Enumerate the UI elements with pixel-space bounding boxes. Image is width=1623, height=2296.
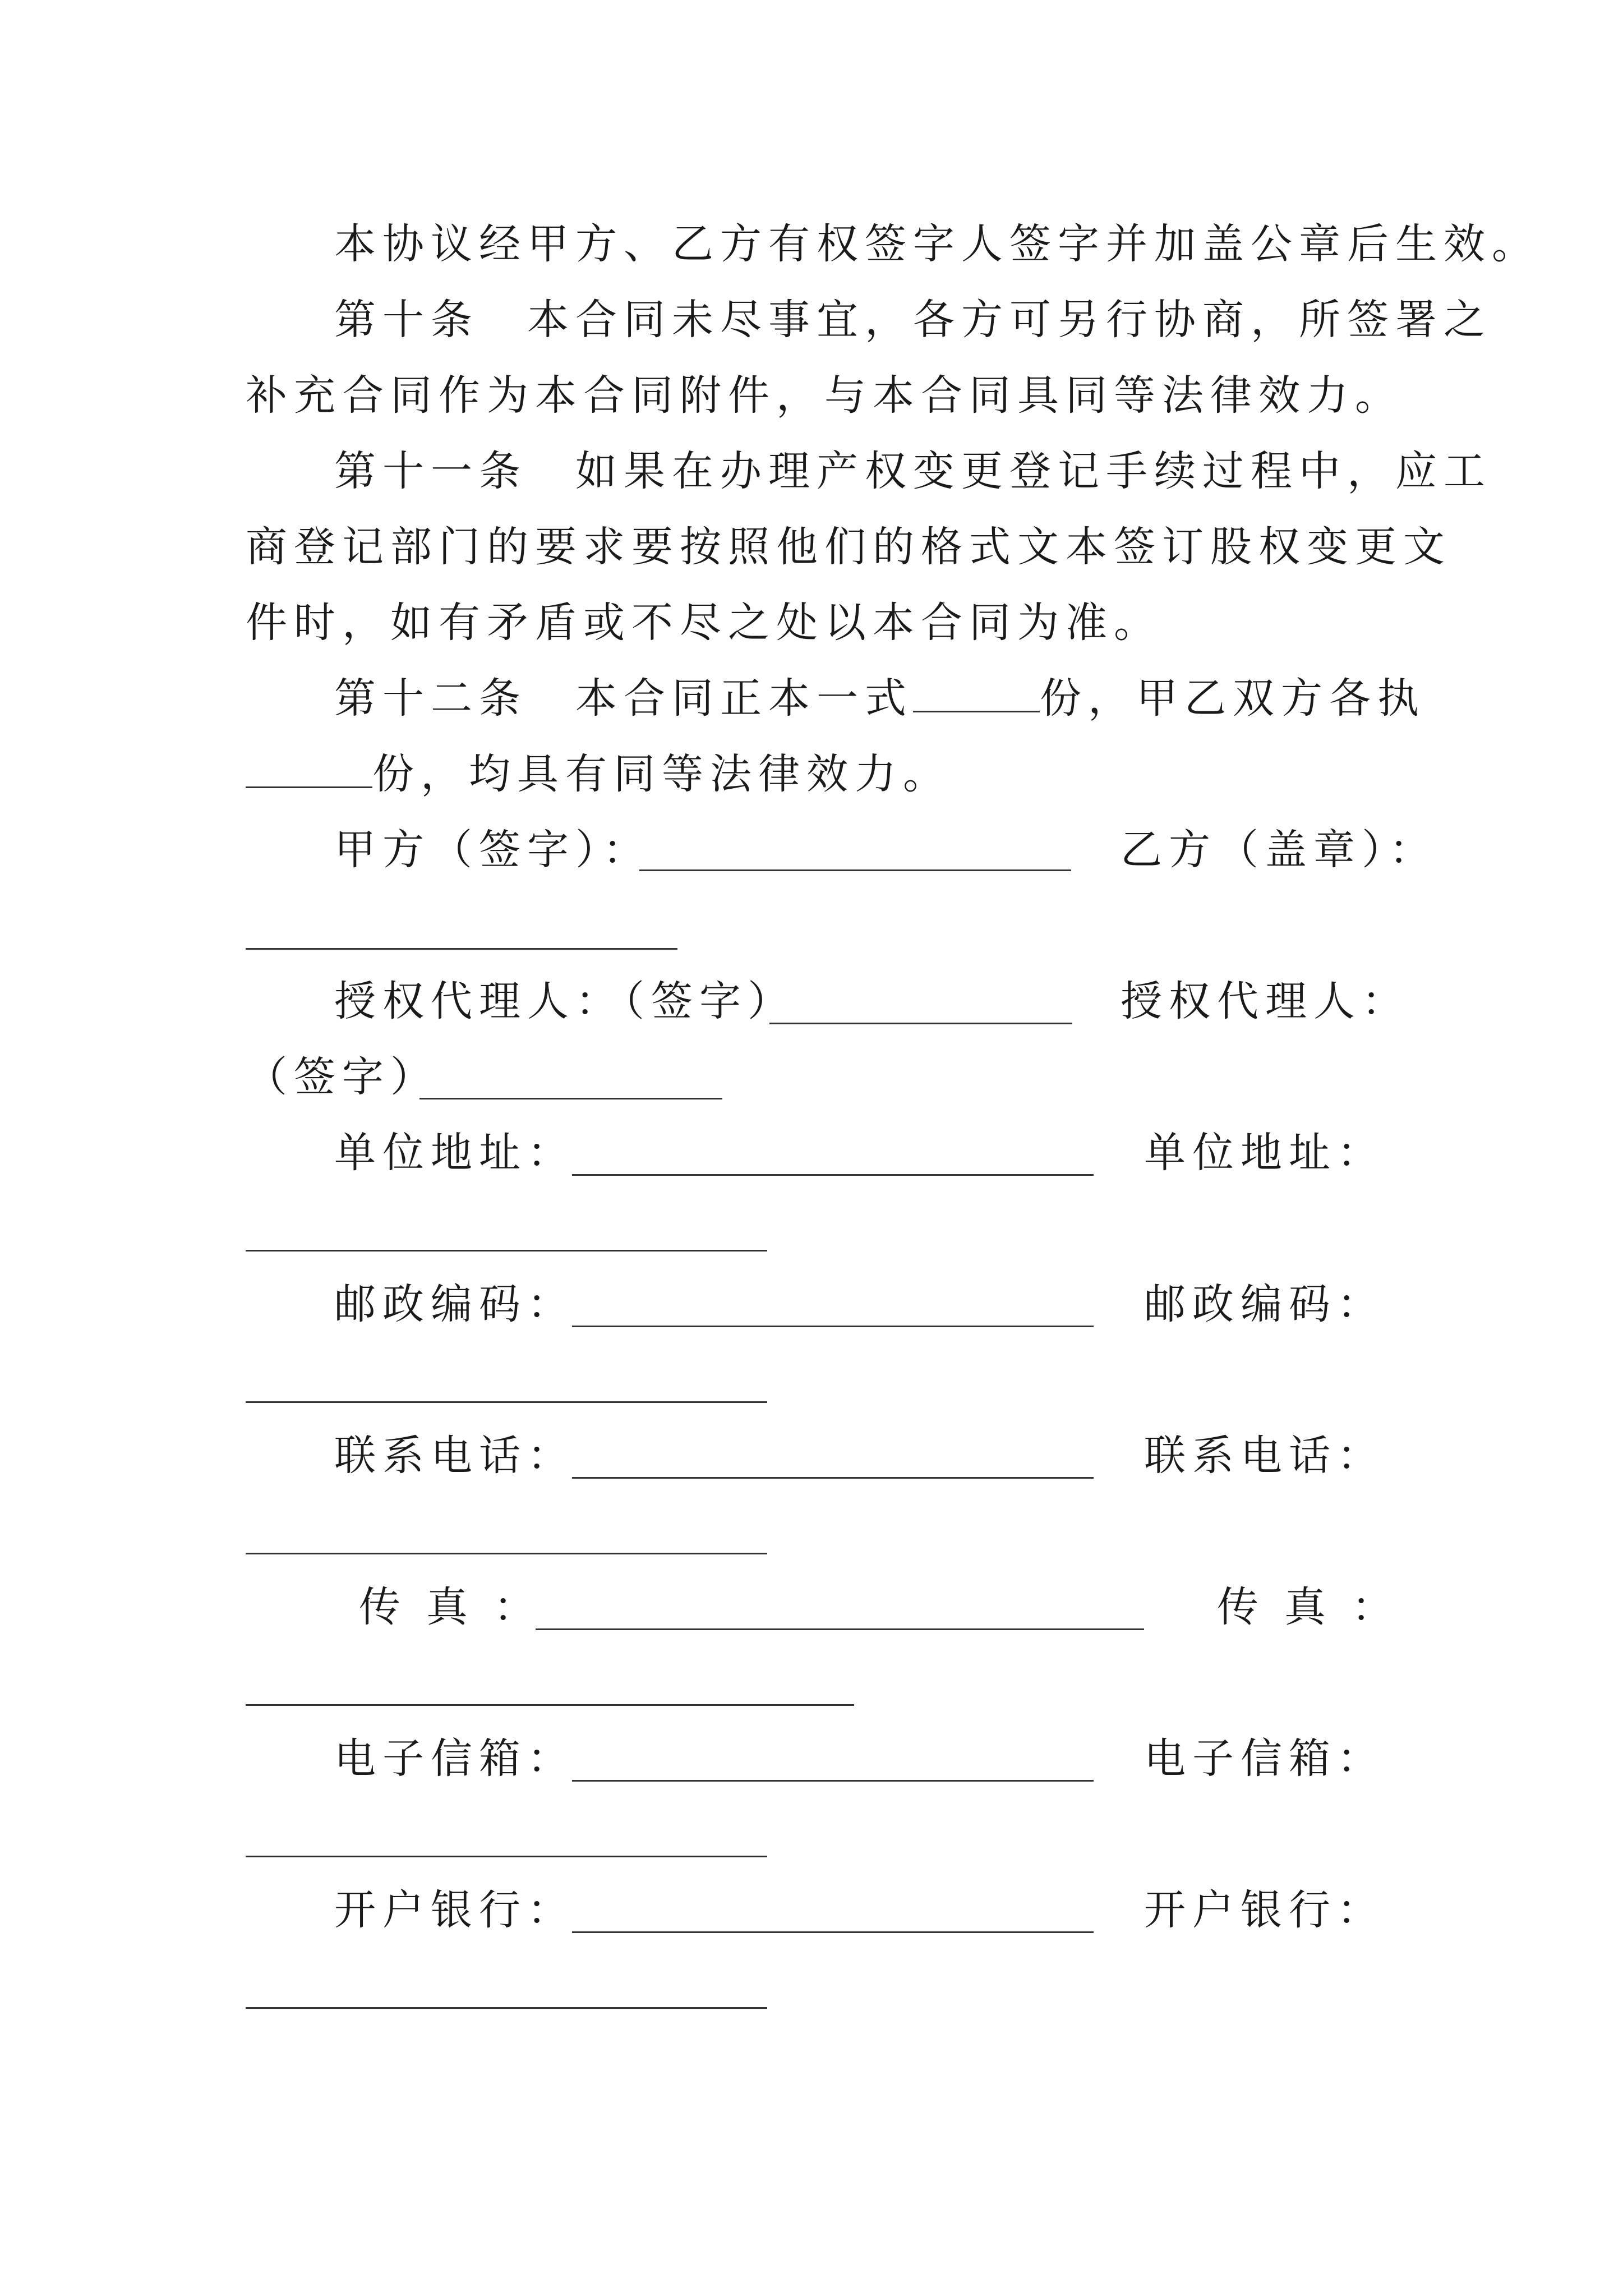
phone-b-label: 联系电话： bbox=[1144, 1432, 1385, 1480]
phone-b-line[interactable] bbox=[246, 1553, 767, 1554]
agent-b-label: 授权代理人： bbox=[1121, 977, 1410, 1025]
article-12-text-c: 份，均具有同等法律效力。 bbox=[372, 750, 951, 798]
article-12-text-a: 第十二条 本合同正本一式 bbox=[334, 674, 913, 723]
bank-a-line[interactable] bbox=[572, 1931, 1094, 1933]
email-b-line[interactable] bbox=[246, 1856, 767, 1857]
phone-a-line[interactable] bbox=[572, 1477, 1094, 1479]
address-b-line[interactable] bbox=[246, 1250, 767, 1251]
article-12-line-2 bbox=[246, 746, 951, 802]
article-10-line-2: 补充合同作为本合同附件，与本合同具同等法律效力。 bbox=[246, 371, 1403, 420]
address-a-line[interactable] bbox=[572, 1174, 1094, 1176]
agent-a-label: 授权代理人：（签字） bbox=[334, 977, 796, 1025]
article-12-line-1 bbox=[334, 670, 1426, 726]
article-11-line-1: 第十一条 如果在办理产权变更登记手续过程中，应工 bbox=[334, 447, 1492, 495]
agent-a-sign-line[interactable] bbox=[769, 1023, 1072, 1024]
party-b-seal-label: 乙方（盖章）： bbox=[1121, 826, 1437, 874]
agent-b-sign-line[interactable] bbox=[419, 1098, 722, 1099]
bank-b-label: 开户银行： bbox=[1144, 1886, 1385, 1934]
email-b-label: 电子信箱： bbox=[1144, 1734, 1385, 1783]
phone-a-label: 联系电话： bbox=[334, 1432, 575, 1480]
effective-clause: 本协议经甲方、乙方有权签字人签字并加盖公章后生效。 bbox=[334, 220, 1540, 268]
address-b-label: 单位地址： bbox=[1144, 1129, 1385, 1177]
fax-a-label: 传真： bbox=[359, 1583, 561, 1631]
fax-a-line[interactable] bbox=[536, 1628, 1144, 1630]
article-11-line-2: 商登记部门的要求要按照他们的格式文本签订股权变更文 bbox=[246, 523, 1451, 571]
copies-total-blank[interactable] bbox=[913, 674, 1040, 712]
article-10-line-1: 第十条 本合同未尽事宜，各方可另行协商，所签署之 bbox=[334, 296, 1492, 344]
agent-b-sign-label: （签字） bbox=[246, 1053, 439, 1101]
article-12-text-b: 份，甲乙双方各执 bbox=[1040, 674, 1426, 723]
article-11-line-3: 件时，如有矛盾或不尽之处以本合同为准。 bbox=[246, 599, 1162, 647]
postcode-a-line[interactable] bbox=[572, 1326, 1094, 1327]
party-a-sign-line[interactable] bbox=[639, 869, 1071, 871]
fax-b-label: 传真： bbox=[1217, 1583, 1419, 1631]
postcode-b-line[interactable] bbox=[246, 1401, 767, 1403]
postcode-a-label: 邮政编码： bbox=[334, 1280, 575, 1328]
fax-b-line[interactable] bbox=[246, 1704, 854, 1706]
address-a-label: 单位地址： bbox=[334, 1129, 575, 1177]
bank-b-line[interactable] bbox=[246, 2007, 767, 2009]
postcode-b-label: 邮政编码： bbox=[1144, 1280, 1385, 1328]
bank-a-label: 开户银行： bbox=[334, 1886, 575, 1934]
email-a-line[interactable] bbox=[572, 1780, 1094, 1782]
party-a-sign-label: 甲方（签字）： bbox=[334, 826, 651, 874]
email-a-label: 电子信箱： bbox=[334, 1734, 575, 1783]
copies-each-blank[interactable] bbox=[246, 749, 372, 788]
party-b-seal-line[interactable] bbox=[246, 948, 677, 950]
